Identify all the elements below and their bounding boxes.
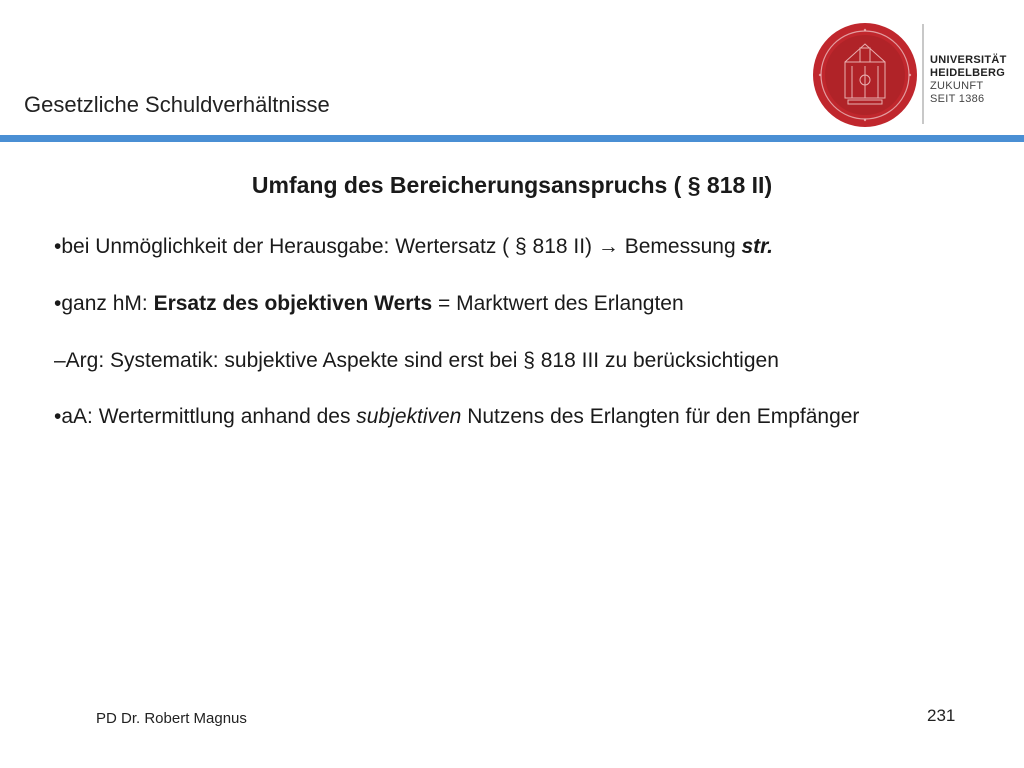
bullet-1-text: •bei Unmöglichkeit der Herausgabe: Wertersatz ( § 818 II) xyxy=(54,235,598,258)
bullet-4-text: •aA: Wertermittlung anhand des xyxy=(54,405,357,428)
page-number: 231 xyxy=(927,706,956,725)
bullet-3-text: –Arg: Systematik: subjektive Aspekte sind erst bei § 818 III zu berücksichtigen xyxy=(54,349,779,372)
bullet-1-text-cont: Bemessung xyxy=(618,235,742,258)
logo-divider xyxy=(922,24,924,124)
wordmark-line-3: ZUKUNFT xyxy=(930,80,984,92)
slide-title: Umfang des Bereicherungsanspruchs ( § 818 II) xyxy=(251,172,773,198)
bullet-2-strong: Ersatz des objektiven Werts xyxy=(153,292,433,315)
right-arrow-icon: → xyxy=(597,235,619,258)
bullet-item-2 xyxy=(54,285,980,323)
bullet-item-3 xyxy=(54,342,980,380)
bullet-1-emphasis: str. xyxy=(741,235,773,258)
header-rule xyxy=(0,135,1024,142)
university-wordmark xyxy=(930,54,1007,106)
bullet-2-text-cont: = Marktwert des Erlangten xyxy=(432,292,684,315)
wordmark-line-4: SEIT 1386 xyxy=(930,93,985,105)
bullet-4-emphasis: subjektiven xyxy=(356,405,462,428)
wordmark-line-1: UNIVERSITÄT xyxy=(930,54,1007,66)
footer-author: PD Dr. Robert Magnus xyxy=(96,710,247,727)
wordmark-line-2: HEIDELBERG xyxy=(930,67,1006,79)
university-seal-logo xyxy=(812,22,918,128)
header-title: Gesetzliche Schuldverhältnisse xyxy=(24,92,330,117)
bullet-item-1 xyxy=(54,228,980,266)
bullet-item-4 xyxy=(54,398,980,436)
bullet-4-text-cont: Nutzens des Erlangten für den Empfänger xyxy=(461,405,860,428)
bullet-2-text: •ganz hM: xyxy=(54,292,154,315)
